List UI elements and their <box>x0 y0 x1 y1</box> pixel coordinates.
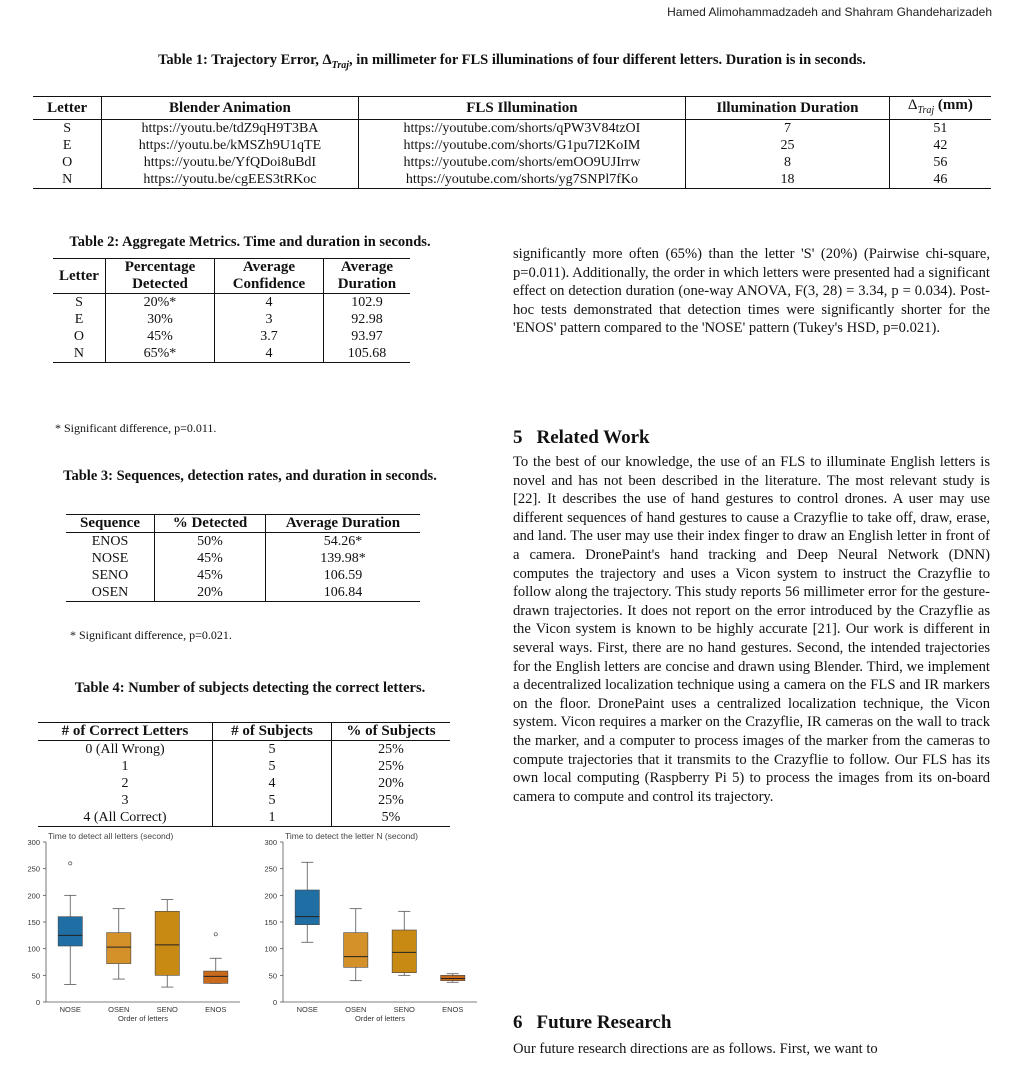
table-cell: 106.84 <box>266 584 421 602</box>
table4-row <box>38 809 450 827</box>
table-cell: 1 <box>213 809 332 827</box>
x-tick-label: OSEN <box>108 1005 130 1014</box>
x-tick-label: NOSE <box>59 1005 81 1014</box>
table-cell: 20% <box>332 775 451 792</box>
y-tick-label: 100 <box>264 944 277 954</box>
y-tick-label: 150 <box>264 918 277 927</box>
section-5-heading: 5 Related Work <box>513 427 650 448</box>
table-cell: 4 <box>213 775 332 792</box>
box-nose <box>295 890 319 925</box>
table4-header: # of Correct Letters <box>38 723 213 741</box>
x-tick-label: NOSE <box>296 1005 318 1014</box>
table-cell: 46 <box>933 172 948 187</box>
table-cell: 7 <box>686 120 889 138</box>
table1 <box>33 96 991 189</box>
table1-header: $\Delta_{Traj}$ (mm) <box>889 97 991 120</box>
table-cell: 1 <box>121 759 129 774</box>
x-tick-label: SENO <box>393 1005 415 1014</box>
table-cell: 65%* <box>105 345 214 363</box>
table2-row <box>53 294 410 312</box>
table-cell: https://youtube.com/shorts/yg7SNPl7fKo <box>358 171 686 189</box>
table2-caption: Table 2: Aggregate Metrics. Time and duration in seconds. <box>69 234 431 250</box>
table2-header: Percentage Detected <box>105 259 214 294</box>
table-cell: 4 <box>214 345 323 363</box>
box-seno <box>155 911 179 975</box>
y-tick-label: 250 <box>27 864 40 874</box>
table1-row <box>33 120 991 138</box>
table2 <box>53 258 410 363</box>
box-enos <box>204 971 228 983</box>
table2-row <box>53 328 410 345</box>
table2-header: Average Duration <box>323 259 410 294</box>
outlier-point <box>69 862 72 865</box>
table-cell: 45% <box>105 328 214 345</box>
table-cell: https://youtu.be/tdZ9qH9T3BA <box>102 120 358 138</box>
y-tick-label: 150 <box>27 918 40 927</box>
table-cell: https://youtu.be/YfQDoi8uBdI <box>102 154 358 171</box>
table-cell: https://youtube.com/shorts/qPW3V84tzOI <box>358 120 686 138</box>
box-nose <box>58 917 82 946</box>
running-header: Hamed Alimohammadzadeh and Shahram Ghandeharizadeh <box>667 5 992 19</box>
table-cell: 42 <box>933 138 948 153</box>
table-cell: 20%* <box>105 294 214 312</box>
y-tick-label: 200 <box>27 891 40 901</box>
table-cell: https://youtu.be/kMSZh9U1qTE <box>102 137 358 154</box>
table-cell: 0 (All Wrong) <box>85 742 165 757</box>
table-cell: 18 <box>686 171 889 189</box>
y-tick-label: 0 <box>35 998 40 1007</box>
box-osen <box>344 933 368 968</box>
box-enos <box>441 975 465 980</box>
paragraph-results: significantly more often (65%) than the letter 'S' (20%) (Pairwise chi-square, p=0.011). Additionally, the order in which letters were presented had a significant effect on detection duration (one-way ANOVA, F(3, 28) = 3.34, p = 0.034). Post-hoc tests demonstrated that detection times were significantly shorter for the 'ENOS' pattern compared to the 'NOSE' pattern (Tukey's HSD, p=0.021). <box>513 246 990 337</box>
table-cell: 4 (All Correct) <box>83 810 167 825</box>
table3-row <box>66 567 420 584</box>
table-cell: ENOS <box>91 534 129 549</box>
table2-header: Letter <box>53 259 105 294</box>
table4-header: # of Subjects <box>213 723 332 741</box>
table3-header: Sequence <box>66 515 155 533</box>
table-cell: E <box>33 137 102 154</box>
table-cell: O <box>33 154 102 171</box>
section-6-heading: 6 Future Research <box>513 1012 672 1033</box>
table4 <box>38 722 450 827</box>
table-cell: 45% <box>155 550 266 567</box>
paragraph-related-work: To the best of our knowledge, the use of an FLS to illuminate English letters is novel and has not been described in the literature. The most relevant study is [22]. It describes the use of hand gestures to control drones. A user may use different sequences of hand gestures to cause a Crazyflie to take off, draw, erase, and land. The user may use their index finger to draw an English letter in front of a camera. DronePaint's hand tracking and Deep Neural Network (DNN) computes the trajectory and uses a Vicon system to instruct the Crazyflie to follow along the trajectory. This study reports 56 millimeter error for the gesture-drawn trajectories. It does not report on the error introduced by the Crazyflie as the Vicon system is known to be highly accurate [21]. Our work is different in several ways. First, there are no hand gestures. Second, the intended trajectories for the English letters are concise and drawn using Blender. Third, we implement a decentralized localization technique using a camera on the FLS and IR markers on the floor. DronePaint uses a centralized localization technique, the Vicon system. Vicon requires a marker on the Crazyflie, IR cameras on the wall to track the marker, and a computer to process images of the marker from the cameras to compute trajectories that it transmits to the Crazyflie to follow. Our FLS has its own local computing (Raspberry Pi 5) to process the images from its on-board camera to compute and control its trajectory. <box>513 454 990 805</box>
table-cell: OSEN <box>91 585 129 600</box>
table-cell: 5 <box>213 741 332 759</box>
table-cell: 106.59 <box>266 567 421 584</box>
y-tick-label: 0 <box>272 998 277 1007</box>
table-cell: S <box>33 120 102 138</box>
table-cell: https://youtube.com/shorts/emOO9UJIrrw <box>358 154 686 171</box>
table-cell: 30% <box>105 311 214 328</box>
table-cell: 5% <box>332 809 451 827</box>
table2-header: Average Confidence <box>214 259 323 294</box>
table-cell: 3 <box>214 311 323 328</box>
table3-row <box>66 584 420 602</box>
table-cell: 5 <box>213 792 332 809</box>
x-tick-label: ENOS <box>442 1005 464 1014</box>
table-cell: 50% <box>155 533 266 551</box>
table-cell: https://youtube.com/shorts/G1pu7I2KoIM <box>358 137 686 154</box>
boxplot-all-letters <box>18 830 250 1030</box>
x-tick-label: OSEN <box>345 1005 367 1014</box>
paragraph-future-research: Our future research directions are as follows. First, we want to <box>513 1041 878 1057</box>
table-cell: N <box>33 171 102 189</box>
table1-caption: Table 1: Trajectory Error, $\Delta_{Traj}$, in millimeter for FLS illuminations of four different letters. Duration is in seconds. <box>158 52 866 71</box>
table-cell: 5 <box>213 758 332 775</box>
y-tick-label: 100 <box>27 944 40 954</box>
table3-row <box>66 550 420 567</box>
table-cell: E <box>74 312 84 327</box>
table4-row <box>38 775 450 792</box>
table-cell: 25% <box>332 741 451 759</box>
table4-row <box>38 792 450 809</box>
table3-header: Average Duration <box>266 515 421 533</box>
y-tick-label: 250 <box>264 864 277 874</box>
table-cell: SENO <box>91 568 129 583</box>
table4-caption: Table 4: Number of subjects detecting the correct letters. <box>74 680 426 696</box>
table-cell: 4 <box>214 294 323 312</box>
table-cell: 92.98 <box>323 311 410 328</box>
table4-header: % of Subjects <box>332 723 451 741</box>
table-cell: 93.97 <box>323 328 410 345</box>
x-tick-label: SENO <box>156 1005 178 1014</box>
table-cell: 3 <box>121 793 129 808</box>
table1-row <box>33 154 991 171</box>
table1-header: Blender Animation <box>102 97 358 120</box>
table-cell: O <box>73 329 85 344</box>
table3 <box>66 514 420 602</box>
table-cell: N <box>73 346 85 361</box>
x-axis-label: Order of letters <box>117 1014 169 1023</box>
box-osen <box>107 933 131 964</box>
table-cell: 20% <box>155 584 266 602</box>
y-tick-label: 50 <box>31 971 40 981</box>
table-cell: https://youtu.be/cgEES3tRKoc <box>102 171 358 189</box>
table-cell: S <box>75 295 83 310</box>
x-axis-label: Order of letters <box>354 1014 406 1023</box>
table-cell: 3.7 <box>214 328 323 345</box>
table4-row <box>38 741 450 759</box>
table-cell: NOSE <box>91 551 129 566</box>
table-cell: 105.68 <box>323 345 410 363</box>
table-cell: 25% <box>332 792 451 809</box>
table2-row <box>53 311 410 328</box>
table3-caption: Table 3: Sequences, detection rates, and duration in seconds. <box>63 468 437 484</box>
table-cell: 25% <box>332 758 451 775</box>
table4-row <box>38 758 450 775</box>
y-tick-label: 50 <box>268 971 277 981</box>
y-tick-label: 300 <box>264 838 277 847</box>
table1-row <box>33 171 991 189</box>
table-cell: 139.98* <box>266 550 421 567</box>
table3-header: % Detected <box>155 515 266 533</box>
table-cell: 54.26* <box>266 533 421 551</box>
table1-header: Letter <box>33 97 102 120</box>
table-cell: 8 <box>686 154 889 171</box>
outlier-point <box>214 933 217 936</box>
table1-header: Illumination Duration <box>686 97 889 120</box>
table-cell: 102.9 <box>323 294 410 312</box>
table3-row <box>66 533 420 551</box>
table3-footnote: * Significant difference, p=0.021. <box>70 628 232 642</box>
box-seno <box>392 930 416 973</box>
table1-header: FLS Illumination <box>358 97 686 120</box>
chart-title: Time to detect the letter N (second) <box>285 831 418 841</box>
table2-row <box>53 345 410 363</box>
y-tick-label: 300 <box>27 838 40 847</box>
y-tick-label: 200 <box>264 891 277 901</box>
table-cell: 56 <box>933 155 948 170</box>
table-cell: 2 <box>121 776 129 791</box>
table1-row <box>33 137 991 154</box>
chart-title: Time to detect all letters (second) <box>48 831 174 841</box>
table-cell: 51 <box>933 121 948 136</box>
table-cell: 25 <box>686 137 889 154</box>
table2-footnote: * Significant difference, p=0.011. <box>55 421 217 435</box>
x-tick-label: ENOS <box>205 1005 227 1014</box>
boxplot-letter-n <box>255 830 487 1030</box>
table-cell: 45% <box>155 567 266 584</box>
